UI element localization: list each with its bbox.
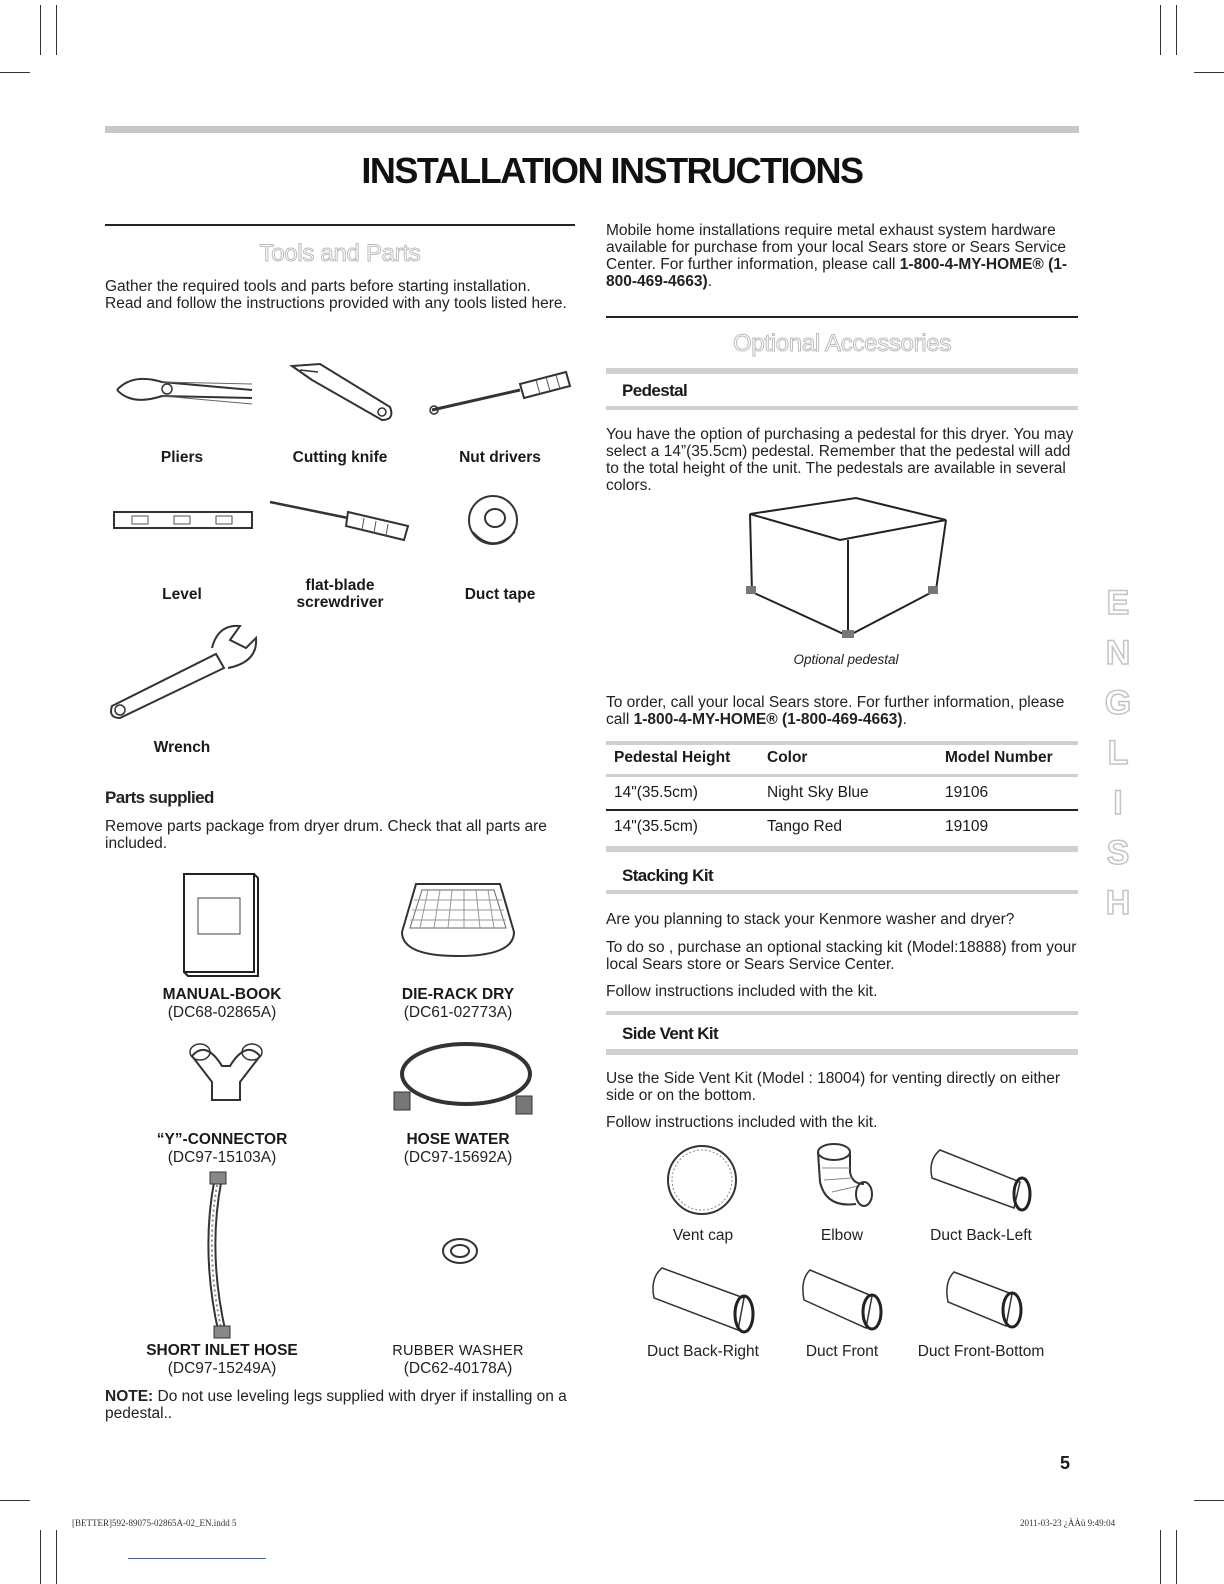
pedestal-caption: Optional pedestal xyxy=(793,652,899,667)
english-side-tab xyxy=(1100,578,1136,928)
band-rule xyxy=(606,1049,1078,1055)
nut-driver-icon xyxy=(428,368,573,418)
part-code-rubber-washer: (DC62-40178A) xyxy=(403,1360,513,1377)
tools-intro: Gather the required tools and parts before starting installation. Read and follow the instructions provided with any tools listed here. xyxy=(105,278,567,312)
part-code-die-rack-dry: (DC61-02773A) xyxy=(403,1004,513,1021)
table-cell: Night Sky Blue xyxy=(767,784,869,801)
crop-mark xyxy=(40,5,41,55)
band-rule xyxy=(606,890,1078,894)
side-vent-title: Side Vent Kit xyxy=(622,1024,719,1043)
side-vent-p1: Use the Side Vent Kit (Model : 18004) for venting directly on either side or on the bottom. xyxy=(606,1070,1061,1104)
table-row xyxy=(606,776,1078,811)
order-end: . xyxy=(902,711,907,728)
tools-heading: Tools and Parts xyxy=(259,240,421,267)
short-inlet-hose-icon xyxy=(196,1172,244,1340)
tool-label-wrench: Wrench xyxy=(153,739,211,756)
tool-label-cutting-knife: Cutting knife xyxy=(292,449,388,466)
table-cell: Tango Red xyxy=(767,818,842,835)
pedestal-table xyxy=(606,742,1078,843)
table-cell: 14"(35.5cm) xyxy=(614,784,698,801)
pedestal-text: You have the option of purchasing a pedestal for this dryer. You may select a 14”(35.5cm) pedestal. Remember that the pedestal will add to the total height of the unit. The pedestals are available in several colors. xyxy=(606,426,1074,494)
order-text: To order, call your local Sears store. For further information, please call xyxy=(606,694,1065,728)
tool-label-nut-drivers: Nut drivers xyxy=(459,449,541,466)
table-header: Color xyxy=(767,749,808,766)
side-tab-letter: G xyxy=(1104,684,1132,722)
duct-label-duct-front-bottom: Duct Front-Bottom xyxy=(917,1343,1045,1360)
section-rule xyxy=(606,316,1078,318)
duct-back-left-icon xyxy=(926,1142,1036,1214)
stacking-p1: Are you planning to stack your Kenmore washer and dryer? xyxy=(606,911,1015,928)
part-name-die-rack-dry: DIE-RACK DRY xyxy=(401,986,515,1003)
duct-label-duct-front: Duct Front xyxy=(805,1343,879,1360)
crop-mark xyxy=(1176,1530,1177,1584)
rubber-washer-icon xyxy=(440,1236,480,1266)
elbow-icon xyxy=(812,1138,882,1218)
y-connector-icon xyxy=(186,1036,266,1106)
duct-label-duct-back-left: Duct Back-Left xyxy=(930,1227,1032,1244)
table-cell: 14"(35.5cm) xyxy=(614,818,698,835)
pedestal-order-text xyxy=(606,694,1078,728)
header-bar xyxy=(105,126,1079,133)
part-name-manual-book: MANUAL-BOOK xyxy=(162,986,282,1003)
part-code-hose-water: (DC97-15692A) xyxy=(403,1149,513,1166)
page-title: INSTALLATION INSTRUCTIONS xyxy=(361,150,863,191)
table-cell: 19109 xyxy=(945,818,989,835)
crop-mark xyxy=(56,5,57,55)
tool-label-line: flat-blade xyxy=(305,577,375,594)
mobile-end: . xyxy=(707,273,713,290)
tool-label-level: Level xyxy=(162,586,202,603)
tool-label-duct-tape: Duct tape xyxy=(464,586,536,603)
crop-mark xyxy=(56,1530,57,1584)
duct-label-elbow: Elbow xyxy=(820,1227,864,1244)
crop-mark xyxy=(40,1530,41,1584)
duct-front-icon xyxy=(800,1262,890,1338)
order-phone: 1-800-4-MY-HOME® (1-800-469-4663) xyxy=(633,711,903,728)
table-row xyxy=(606,810,1078,843)
crop-mark xyxy=(1194,72,1224,73)
part-code-short-inlet-hose: (DC97-15249A) xyxy=(167,1360,277,1377)
tool-label-pliers: Pliers xyxy=(160,449,204,466)
tool-label-line: screwdriver xyxy=(296,594,384,611)
side-tab-letter: H xyxy=(1105,884,1131,922)
footer-file-info: [BETTER]592-89075-02865A-02_EN.indd 5 xyxy=(72,1518,237,1528)
footer-timestamp: 2011-03-23 ¿ÀÀü 9:49:04 xyxy=(1020,1518,1116,1528)
duct-back-right-icon xyxy=(648,1262,758,1338)
crop-mark xyxy=(1194,1500,1224,1501)
side-tab-letter: E xyxy=(1106,584,1130,622)
side-tab-letter: I xyxy=(1113,784,1123,822)
side-tab-letter: L xyxy=(1107,734,1129,772)
pedestal-illustration xyxy=(744,494,954,642)
footer-underline xyxy=(128,1558,266,1559)
parts-heading: Parts supplied xyxy=(105,788,214,807)
crop-mark xyxy=(0,72,30,73)
tool-label-flat-blade-screwdriver xyxy=(270,577,410,611)
part-name-rubber-washer: RUBBER WASHER xyxy=(392,1343,524,1359)
band-rule xyxy=(606,406,1078,410)
mobile-text: Mobile home installations require metal exhaust system hardware available for purchase from your local Sears store or Sears Service Center. For further information, please call xyxy=(606,222,1067,273)
band-rule xyxy=(606,846,1078,852)
band-rule xyxy=(606,1011,1078,1015)
pliers-icon xyxy=(112,368,257,413)
duct-label-vent-cap: Vent cap xyxy=(672,1227,734,1244)
note-text: Do not use leveling legs supplied with dryer if installing on a pedestal.. xyxy=(105,1388,567,1422)
duct-tape-icon xyxy=(465,492,521,552)
screwdriver-icon xyxy=(268,496,413,542)
part-name-short-inlet-hose: SHORT INLET HOSE xyxy=(146,1342,298,1359)
band-rule xyxy=(606,368,1078,374)
duct-front-bottom-icon xyxy=(942,1262,1032,1338)
manual-book-icon xyxy=(180,870,260,978)
section-rule xyxy=(105,224,575,226)
crop-mark xyxy=(1176,5,1177,55)
note-label: NOTE: xyxy=(105,1388,154,1405)
duct-label-duct-back-right: Duct Back-Right xyxy=(647,1343,759,1360)
stacking-title: Stacking Kit xyxy=(622,866,714,885)
stacking-p2: To do so , purchase an optional stacking kit (Model:18888) from your local Sears store or Sears Service Center. xyxy=(606,939,1077,973)
stacking-p3: Follow instructions included with the kit. xyxy=(606,983,878,1000)
crop-mark xyxy=(0,1500,30,1501)
side-tab-letter: S xyxy=(1106,834,1130,872)
table-header: Pedestal Height xyxy=(614,749,731,766)
pedestal-header xyxy=(606,368,1078,414)
cutting-knife-icon xyxy=(290,362,396,424)
parts-note xyxy=(105,1388,575,1422)
part-name-y-connector: “Y”-CONNECTOR xyxy=(156,1131,288,1148)
water-hose-icon xyxy=(390,1034,536,1118)
parts-intro: Remove parts package from dryer drum. Check that all parts are included. xyxy=(105,818,547,852)
side-vent-p2: Follow instructions included with the kit. xyxy=(606,1114,878,1131)
table-header: Model Number xyxy=(945,749,1053,766)
page-number: 5 xyxy=(1060,1453,1071,1473)
part-code-y-connector: (DC97-15103A) xyxy=(167,1149,277,1166)
dry-rack-icon xyxy=(396,876,520,962)
part-name-hose-water: HOSE WATER xyxy=(406,1131,510,1148)
stacking-header xyxy=(606,846,1078,896)
level-icon xyxy=(112,508,254,532)
table-cell: 19106 xyxy=(945,784,989,801)
side-vent-header xyxy=(606,1011,1078,1057)
vent-cap-icon xyxy=(662,1142,744,1218)
wrench-icon xyxy=(106,618,258,722)
side-tab-letter: N xyxy=(1105,634,1131,672)
part-code-manual-book: (DC68-02865A) xyxy=(167,1004,277,1021)
table-header-row xyxy=(606,742,1078,776)
accessories-heading: Optional Accessories xyxy=(732,330,952,357)
crop-mark xyxy=(1160,1530,1161,1584)
pedestal-title: Pedestal xyxy=(622,381,688,400)
mobile-phone: 1-800-4-MY-HOME® (1-800-469-4663) xyxy=(606,256,1068,290)
crop-mark xyxy=(1160,5,1161,55)
mobile-home-text xyxy=(606,222,1076,290)
